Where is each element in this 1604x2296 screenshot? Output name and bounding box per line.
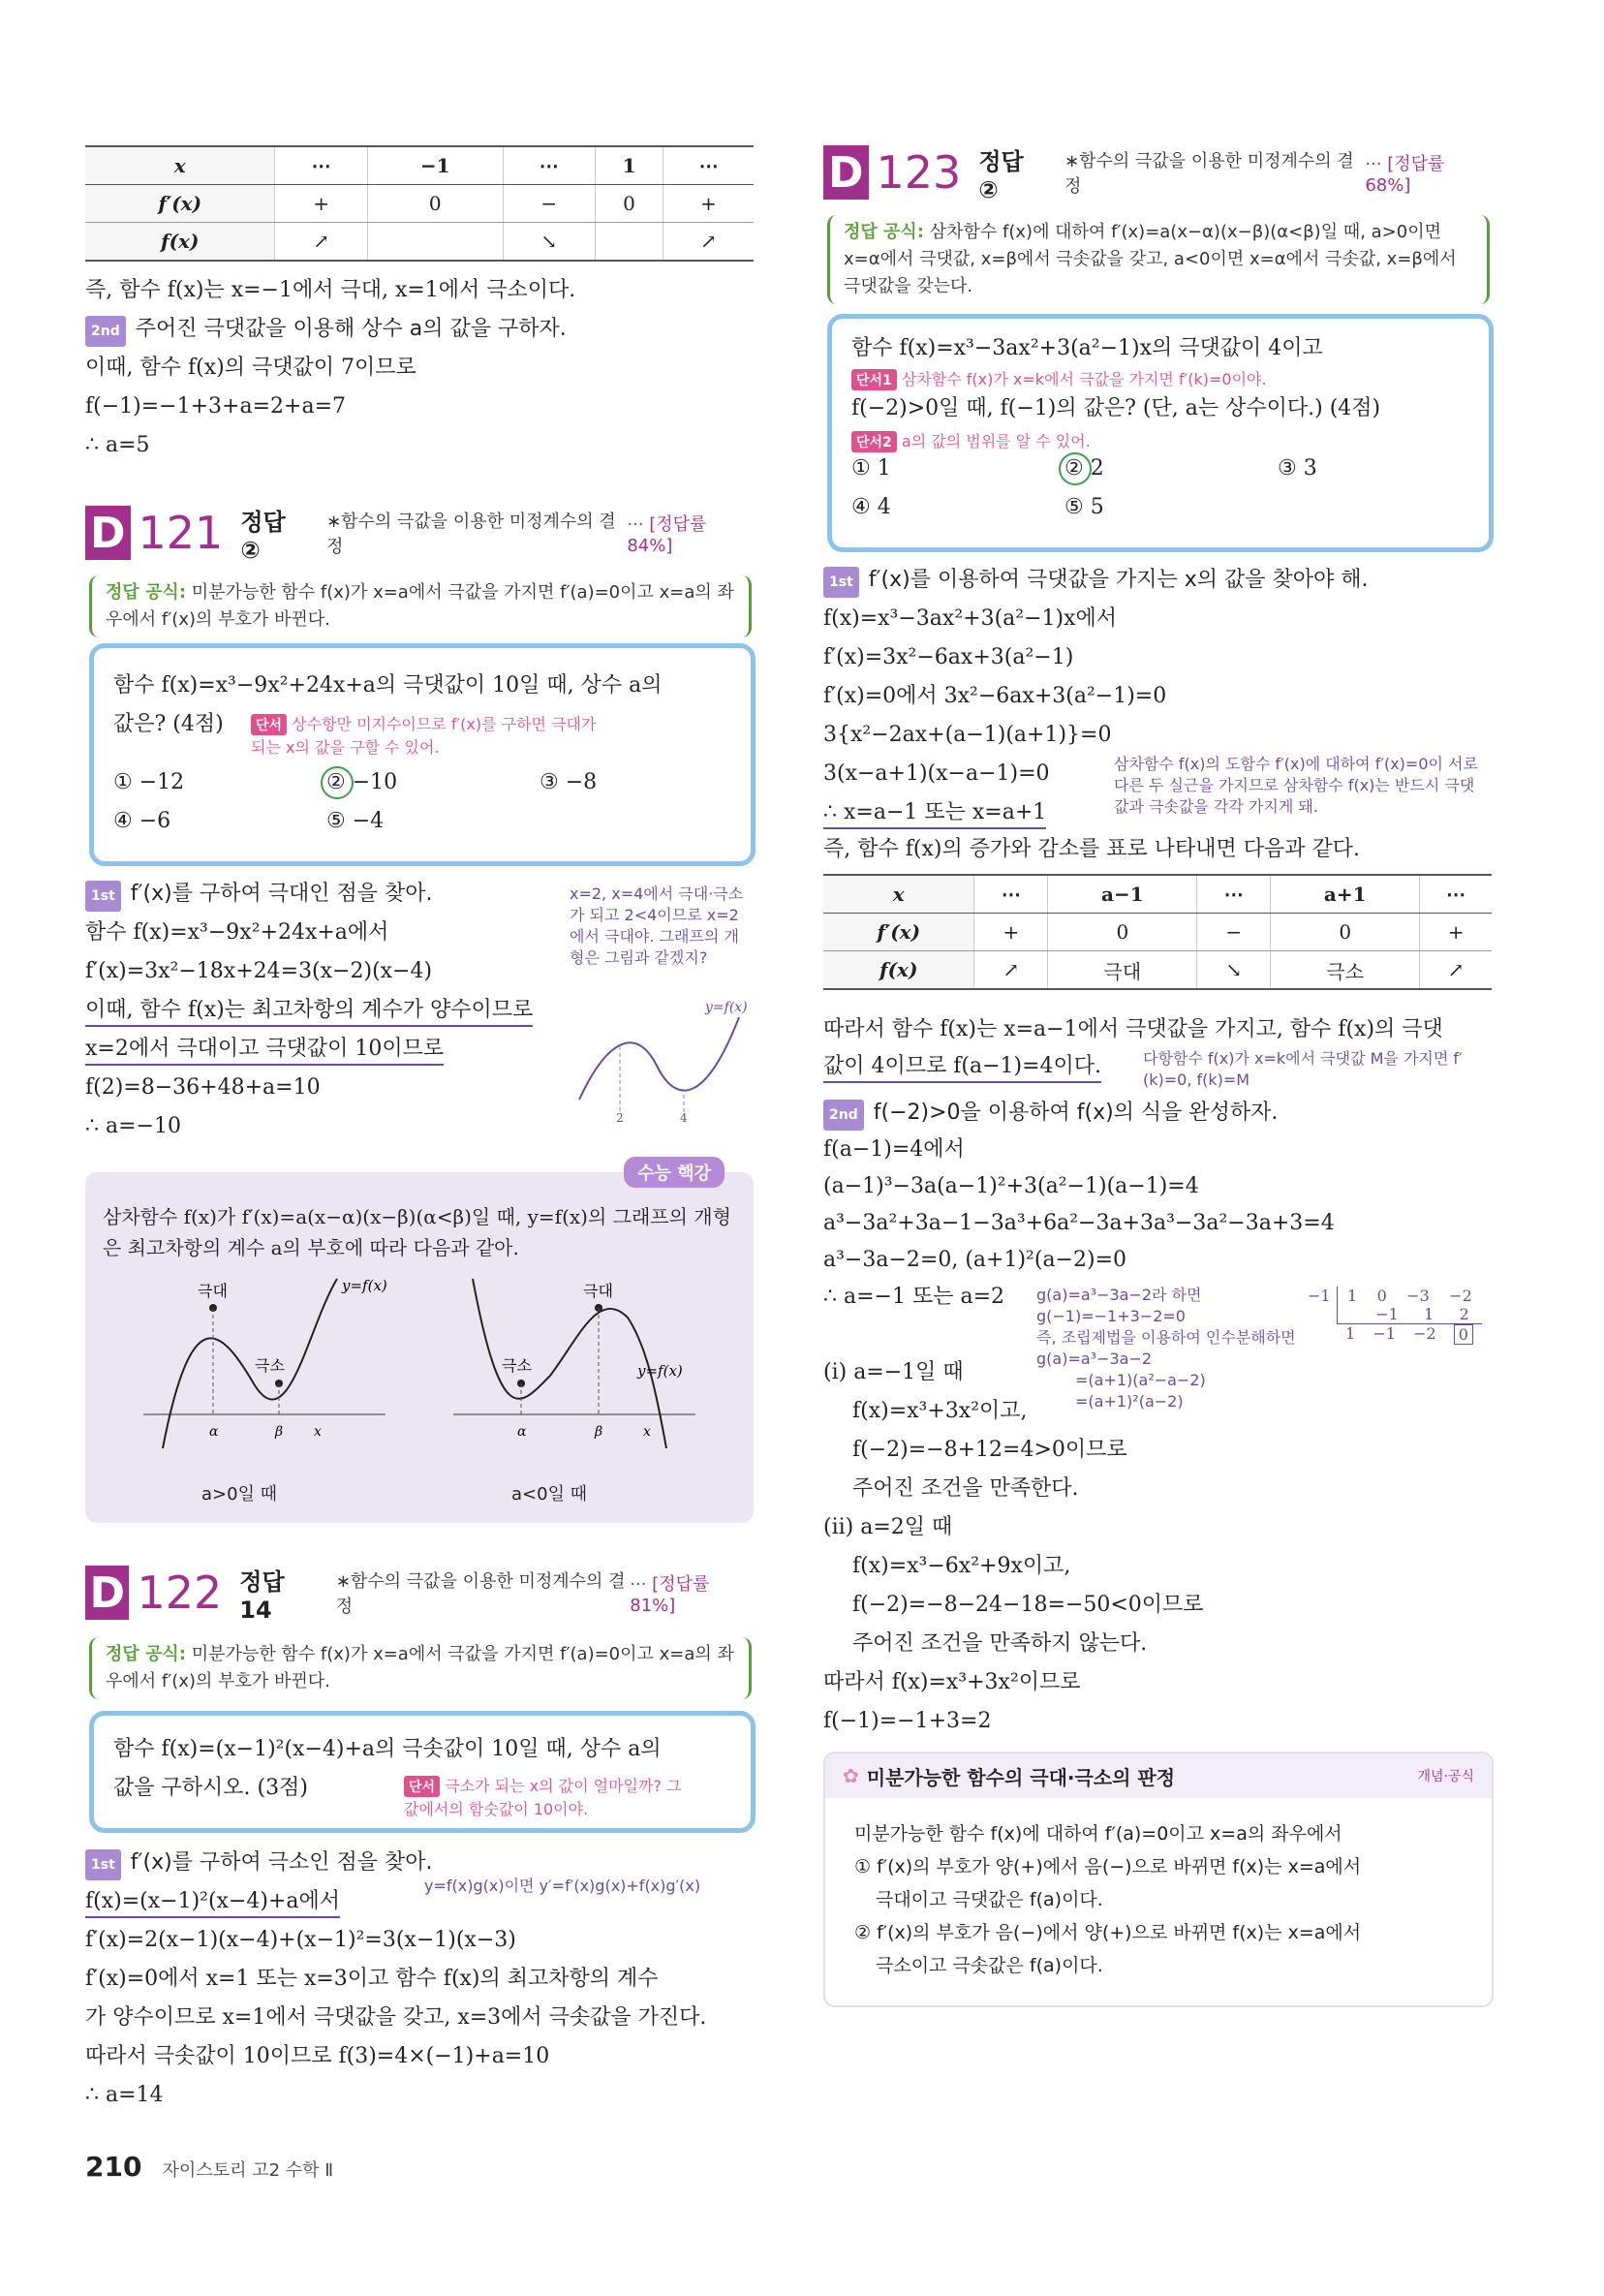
concept-line: ② f′(x)의 부호가 음(−)에서 양(+)으로 바뀌면 f(x)는 x=a에서 bbox=[854, 1922, 1362, 1943]
sign-table-top bbox=[85, 145, 754, 262]
text-line: 주어진 조건을 만족하지 않는다. bbox=[852, 1631, 1148, 1656]
table-cell: ↗ bbox=[1420, 951, 1492, 990]
text-line: f(−2)=−8−24−18=−50<0이므로 bbox=[852, 1593, 1204, 1617]
step-text: f′(x)를 구하여 극대인 점을 찾아. bbox=[130, 882, 433, 906]
formula-title: 정답 공식: bbox=[106, 1644, 187, 1664]
text-line: f(x)=(x−1)²(x−4)+a에서 bbox=[85, 1887, 340, 1918]
problem-number: 121 bbox=[138, 507, 224, 559]
problem-header-123 bbox=[823, 143, 1492, 202]
table-row bbox=[85, 185, 754, 223]
note-line: g(−1)=−1+3−2=0 bbox=[1036, 1307, 1186, 1325]
step-badge: 2nd bbox=[823, 1100, 864, 1131]
table-cell: + bbox=[974, 914, 1048, 951]
problem-box-123 bbox=[827, 314, 1494, 552]
cubic-graph-small bbox=[570, 998, 754, 1124]
text-line: 이때, 함수 f(x)는 최고차항의 계수가 양수이므로 bbox=[85, 996, 533, 1027]
alpha-label: α bbox=[209, 1424, 219, 1440]
table-cell: − bbox=[503, 185, 595, 223]
step-badge: 1st bbox=[85, 1849, 121, 1880]
alpha-label: α bbox=[517, 1424, 527, 1440]
text-line: (ii) a=2일 때 bbox=[823, 1515, 953, 1539]
d-label: D bbox=[823, 145, 869, 200]
side-note: y=f(x)g(x)이면 y′=f′(x)g(x)+f(x)g′(x) bbox=[424, 1877, 701, 1895]
note-line: =(a+1)²(a−2) bbox=[1075, 1392, 1184, 1411]
table-cell bbox=[367, 223, 503, 262]
formula-title: 정답 공식: bbox=[106, 582, 187, 603]
table-cell: 극소 bbox=[1271, 951, 1420, 990]
answer-label: 정답 ② bbox=[978, 147, 1024, 203]
text-line: f(2)=8−36+48+a=10 bbox=[85, 1075, 321, 1100]
concept-body bbox=[854, 1817, 1361, 1982]
page-number: 210 bbox=[85, 2151, 142, 2183]
problem-text: 함수 f(x)=(x−1)²(x−4)+a의 극솟값이 10일 때, 상수 a의 bbox=[113, 1737, 662, 1761]
book-title: 자이스토리 고2 수학 Ⅱ bbox=[162, 2160, 334, 2181]
text-line bbox=[85, 1848, 432, 1880]
text-line: f(−1)=−1+3+a=2+a=7 bbox=[85, 394, 346, 419]
table-cell: f(x) bbox=[823, 951, 974, 990]
text-line: (i) a=−1일 때 bbox=[823, 1360, 964, 1384]
text-line: f′(x)=3x²−6ax+3(a²−1) bbox=[823, 645, 1074, 669]
text-line: a³−3a²+3a−1−3a³+6a²−3a+3a³−3a²−3a+3=4 bbox=[823, 1211, 1335, 1235]
text-line: 값이 4이므로 f(a−1)=4이다. bbox=[823, 1052, 1101, 1083]
page-footer bbox=[85, 2151, 333, 2183]
formula-box-122 bbox=[89, 1637, 752, 1699]
rate-label: ··· [정답률 68%] bbox=[1365, 153, 1445, 196]
table-cell: ⋯ bbox=[1197, 875, 1271, 914]
max-label: 극대 bbox=[198, 1282, 228, 1300]
note-line: 즉, 조립제법을 이용하여 인수분해하면 bbox=[1036, 1328, 1296, 1347]
table-cell: ⋯ bbox=[1420, 875, 1492, 914]
problem-number: 123 bbox=[876, 146, 962, 199]
rate-label: ··· [정답률 81%] bbox=[630, 1573, 710, 1616]
text-line: ∴ x=a−1 또는 x=a+1 bbox=[823, 798, 1046, 829]
graph-caption: a>0일 때 bbox=[201, 1484, 278, 1505]
tick-label: 2 bbox=[616, 1111, 624, 1124]
problem-text: f(−2)>0일 때, f(−1)의 값은? (단, a는 상수이다.) (4점) bbox=[851, 396, 1381, 420]
concept-line: 극소이고 극솟값은 f(a)이다. bbox=[876, 1955, 1103, 1976]
choice[interactable]: ① 1 bbox=[851, 456, 891, 481]
table-cell: 0 bbox=[1048, 914, 1197, 951]
table-cell: x bbox=[823, 875, 974, 914]
sd-cell: 1 bbox=[1424, 1305, 1434, 1323]
text-line: (a−1)³−3a(a−1)²+3(a²−1)(a−1)=4 bbox=[823, 1174, 1199, 1198]
table-cell: 0 bbox=[1271, 914, 1420, 951]
choice-correct[interactable]: ② −10 bbox=[326, 770, 398, 794]
formula-text: 미분가능한 함수 f(x)가 x=a에서 극값을 가지면 f′(a)=0이고 x=a의 좌우에서 f′(x)의 부호가 바뀐다. bbox=[106, 1644, 734, 1691]
concept-tag: 개념·공식 bbox=[1417, 1769, 1474, 1784]
concept-title: 미분가능한 함수의 극대·극소의 판정 bbox=[866, 1765, 1176, 1789]
sd-cell: 2 bbox=[1459, 1305, 1469, 1323]
table-cell: 0 bbox=[367, 185, 503, 223]
choice[interactable]: ④ 4 bbox=[851, 495, 891, 519]
graph-caption: a<0일 때 bbox=[511, 1484, 588, 1505]
hint-tag: 단서 bbox=[404, 1776, 440, 1797]
table-cell: + bbox=[1420, 914, 1492, 951]
table-cell: ⋯ bbox=[503, 146, 595, 185]
text-line bbox=[823, 566, 1368, 598]
formula-title: 정답 공식: bbox=[844, 222, 925, 242]
choice[interactable]: ⑤ −4 bbox=[326, 809, 385, 833]
text-line: f′(x)=3x²−18x+24=3(x−2)(x−4) bbox=[85, 959, 433, 983]
table-cell: ↗ bbox=[974, 951, 1048, 990]
problem-box-121 bbox=[89, 643, 756, 866]
text-line: 즉, 함수 f(x)는 x=−1에서 극대, x=1에서 극소이다. bbox=[85, 278, 576, 302]
table-cell: ↘ bbox=[1197, 951, 1271, 990]
csat-box bbox=[85, 1164, 754, 1523]
table-cell: ⋯ bbox=[974, 875, 1048, 914]
text-line: f(x)=x³−3ax²+3(a²−1)x에서 bbox=[823, 606, 1118, 631]
problem-header-122 bbox=[85, 1564, 754, 1622]
correct-answer-circle-icon bbox=[321, 766, 354, 799]
table-row bbox=[823, 951, 1492, 990]
side-note: 다항함수 f(x)가 x=k에서 극댓값 M을 가지면 f′(k)=0, f(k)=M bbox=[1143, 1049, 1463, 1089]
table-cell: + bbox=[275, 185, 367, 223]
curve-label: y=f(x) bbox=[637, 1362, 683, 1380]
csat-tag: 수능 핵강 bbox=[624, 1157, 725, 1188]
rate-label: ··· [정답률 84%] bbox=[627, 513, 707, 556]
text-line: 이때, 함수 f(x)의 극댓값이 7이므로 bbox=[85, 356, 416, 380]
table-cell: 0 bbox=[595, 185, 663, 223]
problem-text: 함수 f(x)=x³−9x²+24x+a의 극댓값이 10일 때, 상수 a의 bbox=[113, 673, 663, 698]
problem-text: 값은? (4점) bbox=[113, 712, 224, 736]
text-line: ∴ a=−1 또는 a=2 bbox=[823, 1285, 1005, 1309]
hint bbox=[404, 1774, 694, 1819]
concept-header bbox=[825, 1753, 1492, 1798]
d-label: D bbox=[85, 1566, 129, 1620]
curve-label: y=f(x) bbox=[342, 1277, 387, 1294]
beta-label: β bbox=[275, 1424, 284, 1440]
text-line: f(x)=x³−6x²+9x이고, bbox=[852, 1554, 1071, 1578]
step-text: 주어진 극댓값을 이용해 상수 a의 값을 구하자. bbox=[135, 317, 567, 341]
table-row bbox=[85, 223, 754, 262]
table-cell: ⋯ bbox=[663, 146, 754, 185]
table-cell: f′(x) bbox=[823, 914, 974, 951]
synthetic-division bbox=[1308, 1287, 1482, 1345]
sd-cell: 0 bbox=[1454, 1324, 1473, 1345]
factor-note bbox=[1036, 1285, 1327, 1412]
text-line: a³−3a−2=0, (a+1)²(a−2)=0 bbox=[823, 1248, 1127, 1272]
problem-header-121 bbox=[85, 504, 754, 562]
concept-box bbox=[823, 1752, 1494, 2007]
table-cell: 극대 bbox=[1048, 951, 1197, 990]
choice[interactable]: ① −12 bbox=[113, 770, 185, 794]
text-line: ∴ a=−10 bbox=[85, 1114, 181, 1138]
sign-table-123 bbox=[823, 874, 1492, 990]
hint-text: a의 값의 범위를 알 수 있어. bbox=[901, 432, 1091, 450]
problem-text: 값을 구하시오. (3점) bbox=[113, 1776, 308, 1800]
problem-text: 함수 f(x)=x³−3ax²+3(a²−1)x의 극댓값이 4이고 bbox=[851, 336, 1323, 360]
table-row bbox=[823, 875, 1492, 914]
concept-line: ① f′(x)의 부호가 양(+)에서 음(−)으로 바뀌면 f(x)는 x=a에서 bbox=[854, 1856, 1362, 1877]
side-note: x=2, x=4에서 극대·극소가 되고 2<4이므로 x=2에서 극대야. 그래프의 개형은 그림과 같겠지? bbox=[570, 884, 744, 967]
text-line: f(−2)=−8+12=4>0이므로 bbox=[852, 1438, 1127, 1462]
topic-label: ∗함수의 극값을 이용한 미정계수의 결정 bbox=[326, 512, 616, 557]
problem-number: 122 bbox=[137, 1567, 223, 1619]
choice[interactable]: ③ 3 bbox=[1278, 456, 1317, 481]
csat-text: 삼차함수 f(x)가 f′(x)=a(x−α)(x−β)(α<β)일 때, y=f(x)의 그래프의 개형은 최고차항의 계수 a의 부호에 따라 다음과 같아. bbox=[103, 1205, 731, 1259]
tick-label: 4 bbox=[680, 1111, 688, 1124]
table-cell: ⋯ bbox=[275, 146, 367, 185]
hint-text: 삼차함수 f(x)가 x=k에서 극값을 가지면 f′(k)=0이야. bbox=[901, 370, 1267, 388]
hint bbox=[851, 367, 1267, 390]
note-line: g(a)=a³−3a−2 bbox=[1036, 1350, 1153, 1368]
hint-text: 극소가 되는 x의 값이 얼마일까? 그 값에서의 함숫값이 10이야. bbox=[404, 1777, 682, 1818]
text-line: 가 양수이므로 x=1에서 극댓값을 갖고, x=3에서 극솟값을 가진다. bbox=[85, 2005, 707, 2030]
text-line: 3{x²−2ax+(a−1)(a+1)}=0 bbox=[823, 723, 1112, 747]
answer-label: 정답 ② bbox=[240, 508, 286, 564]
table-cell: − bbox=[1197, 914, 1271, 951]
step-text: f(−2)>0을 이용하여 f(x)의 식을 완성하자. bbox=[873, 1101, 1279, 1125]
text-line: f′(x)=2(x−1)(x−4)+(x−1)²=3(x−1)(x−3) bbox=[85, 1928, 516, 1952]
x-label: x bbox=[314, 1424, 322, 1440]
table-cell: x bbox=[85, 146, 275, 185]
step-badge: 2nd bbox=[85, 316, 126, 347]
table-cell: −1 bbox=[367, 146, 503, 185]
concept-line: 미분가능한 함수 f(x)에 대하여 f′(a)=0이고 x=a의 좌우에서 bbox=[854, 1823, 1342, 1845]
text-line: 따라서 함수 f(x)는 x=a−1에서 극댓값을 가지고, 함수 f(x)의 극댓 bbox=[823, 1017, 1443, 1041]
text-line: 즉, 함수 f(x)의 증가와 감소를 표로 나타내면 다음과 같다. bbox=[823, 837, 1360, 861]
text-line: ∴ a=14 bbox=[85, 2083, 164, 2107]
graph-label: y=f(x) bbox=[705, 1000, 748, 1015]
step-badge: 1st bbox=[85, 881, 121, 912]
sd-root: −1 bbox=[1308, 1287, 1331, 1305]
text-line: f′(x)=0에서 3x²−6ax+3(a²−1)=0 bbox=[823, 684, 1167, 708]
formula-box-121 bbox=[89, 575, 752, 637]
choice-correct[interactable]: ② 2 bbox=[1064, 456, 1104, 481]
step-badge: 1st bbox=[823, 567, 859, 598]
cubic-graph-positive bbox=[143, 1269, 395, 1463]
text-line: 주어진 조건을 만족한다. bbox=[852, 1476, 1079, 1501]
text-line bbox=[823, 1099, 1278, 1131]
table-cell: ↗ bbox=[275, 223, 367, 262]
note-line: =(a+1)(a²−a−2) bbox=[1075, 1371, 1206, 1389]
answer-label: 정답 14 bbox=[239, 1567, 285, 1624]
table-cell: f(x) bbox=[85, 223, 275, 262]
table-cell: 1 bbox=[595, 146, 663, 185]
formula-text: 미분가능한 함수 f(x)가 x=a에서 극값을 가지면 f′(a)=0이고 x=a의 좌우에서 f′(x)의 부호가 바뀐다. bbox=[106, 582, 734, 630]
text-line: ∴ a=5 bbox=[85, 433, 150, 457]
sd-cell: −1 bbox=[1373, 1324, 1396, 1343]
problem-box-122 bbox=[89, 1711, 756, 1833]
text-line: f′(x)=0에서 x=1 또는 x=3이고 함수 f(x)의 최고차항의 계수 bbox=[85, 1967, 659, 1991]
step-text: f′(x)를 이용하여 극댓값을 가지는 x의 값을 찾아야 해. bbox=[868, 568, 1369, 592]
text-line: f(−1)=−1+3=2 bbox=[823, 1709, 992, 1733]
text-line: f(a−1)=4에서 bbox=[823, 1137, 965, 1162]
cubic-graph-negative bbox=[453, 1269, 705, 1463]
sd-cell: −3 bbox=[1406, 1287, 1430, 1305]
table-cell: ↗ bbox=[663, 223, 754, 262]
choice[interactable]: ⑤ 5 bbox=[1064, 495, 1104, 519]
step-text: f′(x)를 구하여 극소인 점을 찾아. bbox=[130, 1850, 433, 1875]
hint-tag: 단서 bbox=[251, 714, 287, 735]
concept-line: 극대이고 극댓값은 f(a)이다. bbox=[876, 1889, 1103, 1910]
beta-label: β bbox=[595, 1424, 603, 1440]
formula-box-123 bbox=[827, 215, 1490, 304]
table-cell: + bbox=[663, 185, 754, 223]
sd-cell: −1 bbox=[1375, 1305, 1399, 1323]
table-cell: a+1 bbox=[1271, 875, 1420, 914]
text-line bbox=[85, 315, 567, 347]
sd-cell: −2 bbox=[1413, 1324, 1436, 1343]
table-cell: ↘ bbox=[503, 223, 595, 262]
sd-cell: 1 bbox=[1345, 1324, 1356, 1343]
formula-text: 삼차함수 f(x)에 대하여 f′(x)=a(x−α)(x−β)(α<β)일 때, a>0이면 x=α에서 극댓값, x=β에서 극솟값을 갖고, a<0이면 x=α에서 극솟값, x=β에서 극댓값을 갖는다. bbox=[844, 222, 1457, 296]
note-line: g(a)=a³−3a−2라 하면 bbox=[1036, 1286, 1202, 1304]
hint-tag: 단서1 bbox=[851, 369, 897, 390]
text-line: f(x)=x³+3x²이고, bbox=[852, 1399, 1028, 1423]
topic-label: ∗함수의 극값을 이용한 미정계수의 결정 bbox=[1064, 151, 1354, 197]
table-row bbox=[85, 146, 754, 185]
flower-icon: ✿ bbox=[843, 1764, 859, 1787]
text-line: 따라서 극솟값이 10이므로 f(3)=4×(−1)+a=10 bbox=[85, 2044, 550, 2068]
choice[interactable]: ③ −8 bbox=[540, 770, 598, 794]
hint-tag: 단서2 bbox=[851, 431, 897, 452]
hint-text: 상수항만 미지수이므로 f′(x)를 구하면 극대가 되는 x의 값을 구할 수 있어. bbox=[251, 715, 597, 757]
correct-answer-circle-icon bbox=[1059, 452, 1092, 485]
min-label: 극소 bbox=[255, 1356, 285, 1375]
topic-label: ∗함수의 극값을 이용한 미정계수의 결정 bbox=[335, 1571, 626, 1617]
min-label: 극소 bbox=[502, 1356, 532, 1375]
text-line: x=2에서 극대이고 극댓값이 10이므로 bbox=[85, 1035, 444, 1066]
sd-cell: 1 bbox=[1347, 1287, 1358, 1305]
hint bbox=[851, 429, 1091, 452]
text-line: 함수 f(x)=x³−9x²+24x+a에서 bbox=[85, 920, 389, 945]
sd-cell: 0 bbox=[1376, 1287, 1387, 1305]
sd-cell: −2 bbox=[1449, 1287, 1472, 1305]
hint bbox=[251, 712, 600, 758]
table-row bbox=[823, 914, 1492, 951]
max-label: 극대 bbox=[583, 1282, 613, 1300]
d-label: D bbox=[85, 506, 131, 560]
table-cell: f′(x) bbox=[85, 185, 275, 223]
text-line: 3(x−a+1)(x−a−1)=0 bbox=[823, 761, 1050, 786]
side-note: 삼차함수 f(x)의 도함수 f′(x)에 대하여 f′(x)=0이 서로 다른 두 실근을 가지므로 삼차함수 f(x)는 반드시 극댓값과 극솟값을 각각 가지게 돼. bbox=[1114, 755, 1478, 816]
table-cell: a−1 bbox=[1048, 875, 1197, 914]
text-line bbox=[85, 880, 432, 912]
choice[interactable]: ④ −6 bbox=[113, 809, 171, 833]
x-label: x bbox=[643, 1424, 651, 1440]
text-line: 따라서 f(x)=x³+3x²이므로 bbox=[823, 1670, 1081, 1694]
table-cell bbox=[595, 223, 663, 262]
